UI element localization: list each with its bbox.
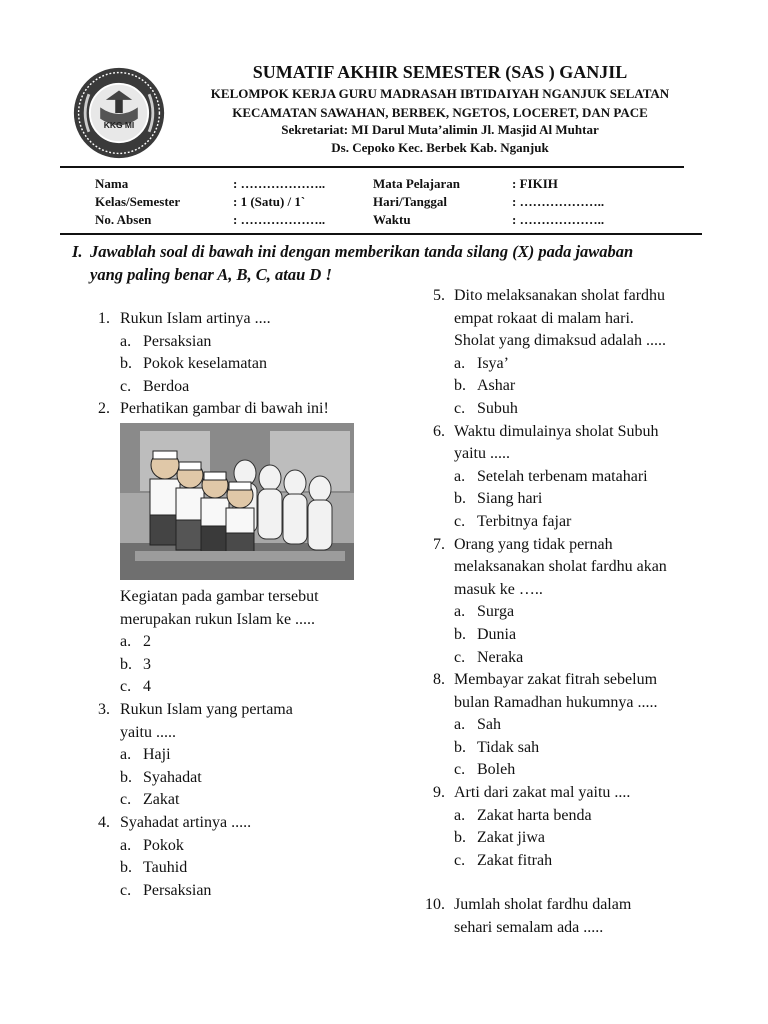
option-letter: a.: [120, 332, 132, 350]
school-logo: [72, 66, 166, 160]
option-text: Siang hari: [477, 490, 543, 508]
option-text: Setelah terbenam matahari: [477, 467, 648, 485]
question-text: Perhatikan gambar di bawah ini!: [120, 400, 329, 418]
question-line: [0, 579, 768, 602]
question-text: yaitu .....: [120, 723, 176, 741]
answer-option[interactable]: [0, 827, 768, 850]
question-text: Arti dari zakat mal yaitu ....: [454, 784, 631, 802]
answer-option[interactable]: [0, 488, 768, 511]
option-text: Subuh: [477, 399, 518, 417]
question-number: 3.: [98, 700, 110, 718]
option-letter: c.: [454, 761, 466, 779]
absen-label: No. Absen: [95, 212, 152, 227]
question-line: [0, 308, 768, 331]
option-letter: b.: [454, 377, 466, 395]
option-text: 3: [143, 655, 151, 673]
answer-option[interactable]: [0, 375, 768, 398]
option-letter: a.: [454, 467, 466, 485]
nama-value[interactable]: : ………………..: [233, 176, 326, 191]
option-letter: b.: [120, 859, 132, 877]
hari-value[interactable]: : ………………..: [512, 194, 605, 209]
nama-label: Nama: [95, 176, 129, 191]
option-text: 4: [143, 678, 151, 696]
option-text: Sah: [477, 716, 501, 734]
question-number: 8.: [433, 671, 445, 689]
option-letter: b.: [454, 829, 466, 847]
option-letter: a.: [454, 603, 466, 621]
answer-option[interactable]: [0, 805, 768, 828]
question-item: [0, 421, 768, 534]
question-item: [0, 894, 768, 939]
option-letter: b.: [120, 655, 132, 673]
header-divider: [60, 166, 684, 168]
header-line-1: KELOMPOK KERJA GURU MADRASAH IBTIDAIYAH NGANJUK SELATAN: [210, 86, 670, 101]
option-letter: c.: [454, 648, 466, 666]
question-text: Jumlah sholat fardhu dalam: [454, 896, 632, 914]
option-letter: a.: [454, 354, 466, 372]
section-numeral: I.: [72, 242, 83, 261]
instruction-line-1: Jawablah soal di bawah ini dengan memberikan tanda silang (X) pada jawaban: [90, 242, 634, 261]
option-text: Pokok keselamatan: [143, 355, 267, 373]
option-text: Surga: [477, 603, 515, 621]
answer-option[interactable]: [0, 759, 768, 782]
mapel-label: Mata Pelajaran: [373, 176, 461, 191]
question-text: melaksanakan sholat fardhu akan: [454, 558, 667, 576]
info-divider: [60, 233, 702, 235]
question-line: [0, 443, 768, 466]
question-number: 2.: [98, 400, 110, 418]
question-number: 5.: [433, 287, 445, 304]
question-item: [0, 782, 768, 872]
question-line: [0, 782, 768, 805]
question-line: [0, 669, 768, 692]
option-letter: c.: [120, 791, 132, 809]
question-text: Membayar zakat fitrah sebelum: [454, 671, 658, 689]
question-line: [0, 917, 768, 940]
option-text: Ashar: [477, 377, 516, 395]
question-number: 9.: [433, 784, 445, 802]
option-letter: b.: [454, 625, 466, 643]
header-line-3: Sekretariat: MI Darul Muta’alimin Jl. Masjid Al Muhtar: [281, 122, 599, 137]
answer-option[interactable]: [0, 511, 768, 534]
question-line: [0, 285, 768, 308]
waktu-value[interactable]: : ………………..: [512, 212, 605, 227]
option-text: Pokok: [143, 836, 184, 854]
question-line: [0, 421, 768, 444]
option-text: Isya’: [477, 354, 509, 372]
header-line-2: KECAMATAN SAWAHAN, BERBEK, NGETOS, LOCERET, DAN PACE: [232, 105, 648, 120]
question-number: 1.: [98, 310, 110, 327]
option-text: Neraka: [477, 648, 524, 666]
answer-option[interactable]: [0, 624, 768, 647]
option-letter: a.: [120, 836, 132, 854]
question-text: Orang yang tidak pernah: [454, 535, 613, 553]
question-text: masuk ke …..: [454, 580, 543, 598]
header-line-4: Ds. Cepoko Kec. Berbek Kab. Nganjuk: [331, 140, 549, 155]
answer-option[interactable]: [0, 737, 768, 760]
option-text: Dunia: [477, 625, 517, 643]
answer-option[interactable]: [0, 466, 768, 489]
exam-title: SUMATIF AKHIR SEMESTER (SAS ) GANJIL: [252, 62, 628, 82]
svg-text:KKG MI: KKG MI: [103, 120, 135, 131]
option-text: Syahadat: [143, 768, 202, 786]
option-text: Terbitnya fajar: [477, 512, 572, 530]
question-line: [0, 330, 768, 353]
option-text: Tidak sah: [477, 738, 540, 756]
question-text: merupakan rukun Islam ke .....: [120, 610, 316, 628]
option-text: 2: [143, 633, 151, 651]
option-letter: b.: [454, 490, 466, 508]
question-text: bulan Ramadhan hukumnya .....: [454, 693, 658, 711]
option-letter: c.: [454, 851, 466, 869]
kelas-value: : 1 (Satu) / 1`: [233, 194, 306, 209]
option-text: Berdoa: [143, 377, 190, 395]
question-text: Syahadat artinya .....: [120, 813, 252, 831]
question-item: [0, 534, 768, 670]
option-letter: a.: [454, 806, 466, 824]
answer-option[interactable]: [0, 398, 768, 421]
answer-option[interactable]: [0, 714, 768, 737]
option-text: Zakat fitrah: [477, 851, 553, 869]
question-text: empat rokaat di malam hari.: [454, 309, 634, 327]
option-text: Zakat: [143, 791, 180, 809]
question-number: 6.: [433, 422, 445, 440]
question-item: [0, 285, 768, 421]
option-text: Zakat harta benda: [477, 806, 592, 824]
question-text: Rukun Islam artinya ....: [120, 310, 271, 327]
kelas-label: Kelas/Semester: [95, 194, 181, 209]
question-item: [0, 669, 768, 782]
waktu-label: Waktu: [373, 212, 411, 227]
answer-option[interactable]: [0, 601, 768, 624]
questions-right-column: [0, 285, 768, 940]
mapel-value: : FIKIH: [512, 176, 558, 191]
instruction-line-2: yang paling benar A, B, C, atau D !: [90, 265, 332, 284]
option-text: Tauhid: [143, 859, 188, 877]
question-number: 7.: [433, 535, 445, 553]
option-letter: c.: [120, 881, 132, 899]
answer-option[interactable]: [0, 647, 768, 670]
question-text: Rukun Islam yang pertama: [120, 700, 293, 718]
option-letter: b.: [120, 355, 132, 373]
option-letter: c.: [454, 512, 466, 530]
question-number: 10.: [425, 896, 445, 914]
hari-label: Hari/Tanggal: [373, 194, 447, 209]
option-letter: c.: [120, 377, 132, 395]
option-letter: b.: [454, 738, 466, 756]
option-text: Boleh: [477, 761, 516, 779]
option-text: Persaksian: [143, 332, 212, 350]
option-letter: b.: [120, 768, 132, 786]
question-text: Dito melaksanakan sholat fardhu: [454, 287, 666, 304]
option-text: Haji: [143, 746, 171, 764]
answer-option[interactable]: [0, 353, 768, 376]
question-text: sehari semalam ada .....: [454, 919, 604, 937]
question-text: Sholat yang dimaksud adalah .....: [454, 332, 666, 350]
answer-option[interactable]: [0, 850, 768, 873]
option-letter: c.: [454, 399, 466, 417]
question-line: [0, 556, 768, 579]
absen-value[interactable]: : ………………..: [233, 212, 326, 227]
option-letter: a.: [120, 746, 132, 764]
question-text: yaitu .....: [454, 445, 510, 463]
option-letter: a.: [454, 716, 466, 734]
question-line: [0, 692, 768, 715]
question-number: 4.: [98, 813, 110, 831]
question-text: Kegiatan pada gambar tersebut: [120, 587, 319, 605]
question-line: [0, 894, 768, 917]
option-letter: a.: [120, 633, 132, 651]
question-text: Waktu dimulainya sholat Subuh: [454, 422, 659, 440]
option-text: Persaksian: [143, 881, 212, 899]
instruction: [72, 240, 712, 286]
question-line: [0, 534, 768, 557]
option-letter: c.: [120, 678, 132, 696]
option-text: Zakat jiwa: [477, 829, 545, 847]
